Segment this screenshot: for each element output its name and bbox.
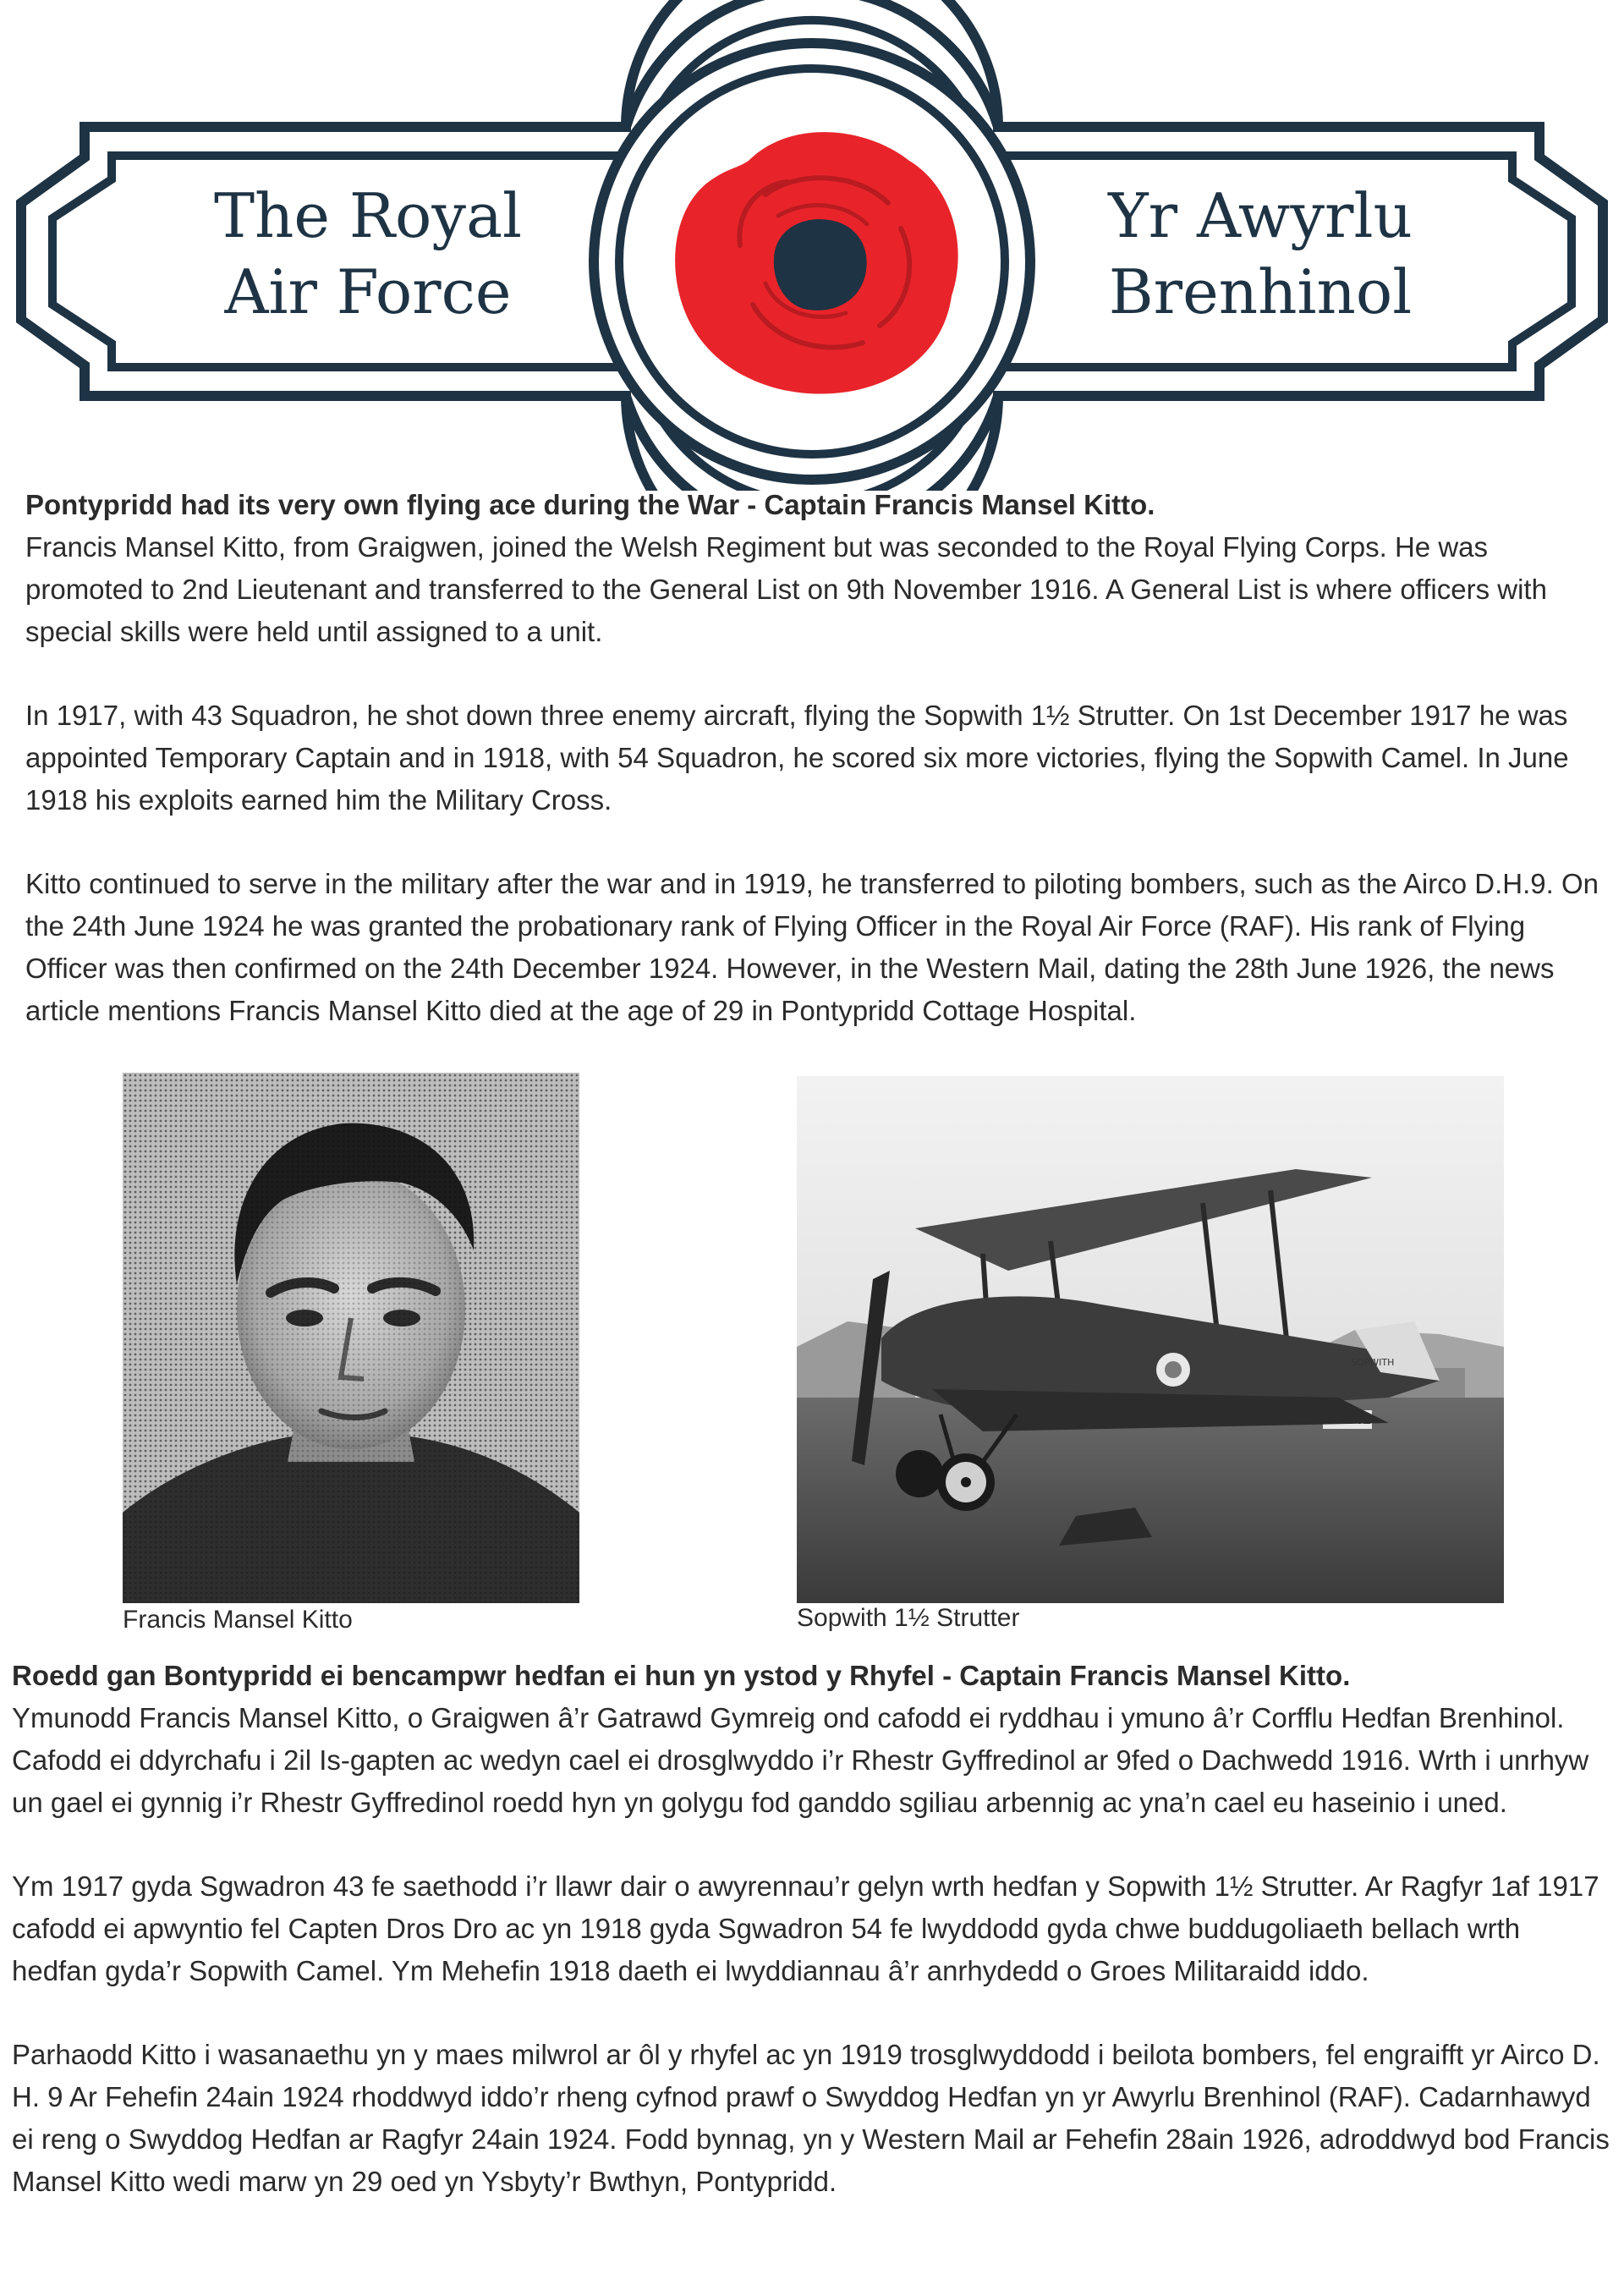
title-welsh [1040, 178, 1480, 330]
poppy-icon [639, 102, 994, 423]
aircraft-photo [797, 1076, 1504, 1603]
header-banner [0, 0, 1624, 491]
fuselage-lettering: SOPWITH [1351, 1357, 1395, 1368]
title-welsh-line2: Brenhinol [1108, 256, 1413, 327]
english-paragraph-2: In 1917, with 43 Squadron, he shot down three enemy aircraft, flying the Sopwith 1½ Strutter. On 1st December 1917 he was appointed Temporary Captain and in 1918, with 54 Squadron, he scored six more victories, flying the Sopwith Camel. In June 1918 his exploits earned him the Military Cross. [25, 700, 1569, 816]
title-welsh-line1: Yr Awyrlu [1108, 180, 1413, 251]
portrait-caption: Francis Mansel Kitto [123, 1606, 353, 1634]
portrait-photo [123, 1073, 579, 1603]
aircraft-caption: Sopwith 1½ Strutter [797, 1604, 1020, 1632]
welsh-lead: Roedd gan Bontypridd ei bencampwr hedfan ei hun yn ystod y Rhyfel - Captain Francis Mansel Kitto. [12, 1660, 1351, 1691]
portrait-image [123, 1073, 579, 1603]
english-paragraph-3: Kitto continued to serve in the military after the war and in 1919, he transferred to piloting bombers, such as the Airco D.H.9. On the 24th June 1924 he was granted the probationary rank of Flying Officer in the Royal Air Force (RAF). His rank of Flying Officer was then confirmed on the 24th December 1924. However, in the Western Mail, dating the 28th June 1926, the news article mentions Francis Mansel Kitto died at the age of 29 in Pontypridd Cottage Hospital. [25, 868, 1599, 1026]
welsh-paragraph-3: Parhaodd Kitto i wasanaethu yn y maes milwrol ar ôl y rhyfel ac yn 1919 trosglwyddodd i beilota bombers, fel engraifft yr Airco D. H. 9 Ar Fehefin 24ain 1924 rhoddwyd iddo’r rheng cyfnod prawf o Swyddog Hedfan yn yr Awyrlu Brenhinol (RAF). Cadarnhawyd ei reng o Swyddog Hedfan ar Ragfyr 24ain 1924. Fodd bynnag, yn y Western Mail ar Fehefin 28ain 1926, adroddwyd bod Francis Mansel Kitto wedi marw yn 29 oed yn Ysbyty’r Bwthyn, Pontypridd. [12, 2039, 1610, 2197]
english-p1: Francis Mansel Kitto, from Graigwen, joined the Welsh Regiment but was seconded to the Royal Flying Corps. He was promoted to 2nd Lieutenant and transferred to the General List on 9th November 1916. A General List is where officers with special skills were held until assigned to a unit. [25, 531, 1547, 647]
english-lead: Pontypridd had its very own flying ace during the War - Captain Francis Mansel Kitto. [25, 489, 1155, 520]
welsh-paragraph-1 [12, 1655, 1612, 1824]
welsh-article [12, 1655, 1612, 2203]
title-english-line1: The Royal [213, 180, 523, 251]
welsh-p1: Ymunodd Francis Mansel Kitto, o Graigwen â’r Gatrawd Gymreig ond cafodd ei ryddhau i ymuno â’r Corfflu Hedfan Brenhinol. Cafodd ei ddyrchafu i 2il Is-gapten ac wedyn cael ei drosglwyddo i’r Rhestr Gyffredinol ar 9fed o Dachwedd 1916. Wrth i unrhyw un gael ei gynnig i’r Rhestr Gyffredinol roedd hyn yn golygu fod ganddo sgiliau arbennig ac yna’n cael eu haseinio i uned. [12, 1702, 1589, 1818]
aircraft-image [797, 1076, 1504, 1603]
title-english-line2: Air Force [224, 256, 512, 327]
english-paragraph-1 [25, 484, 1607, 653]
english-article [25, 484, 1607, 1032]
welsh-paragraph-2: Ym 1917 gyda Sgwadron 43 fe saethodd i’r llawr dair o awyrennau’r gelyn wrth hedfan y Sopwith 1½ Strutter. Ar Ragfyr 1af 1917 cafodd ei apwyntio fel Capten Dros Dro ac yn 1918 gyda Sgwadron 54 fe lwyddodd gyda chwe buddugoliaeth bellach wrth hedfan gyda’r Sopwith Camel. Ym Mehefin 1918 daeth ei lwyddiannau â’r anrhydedd o Groes Militaraidd iddo. [12, 1870, 1599, 1986]
title-english [148, 178, 588, 330]
